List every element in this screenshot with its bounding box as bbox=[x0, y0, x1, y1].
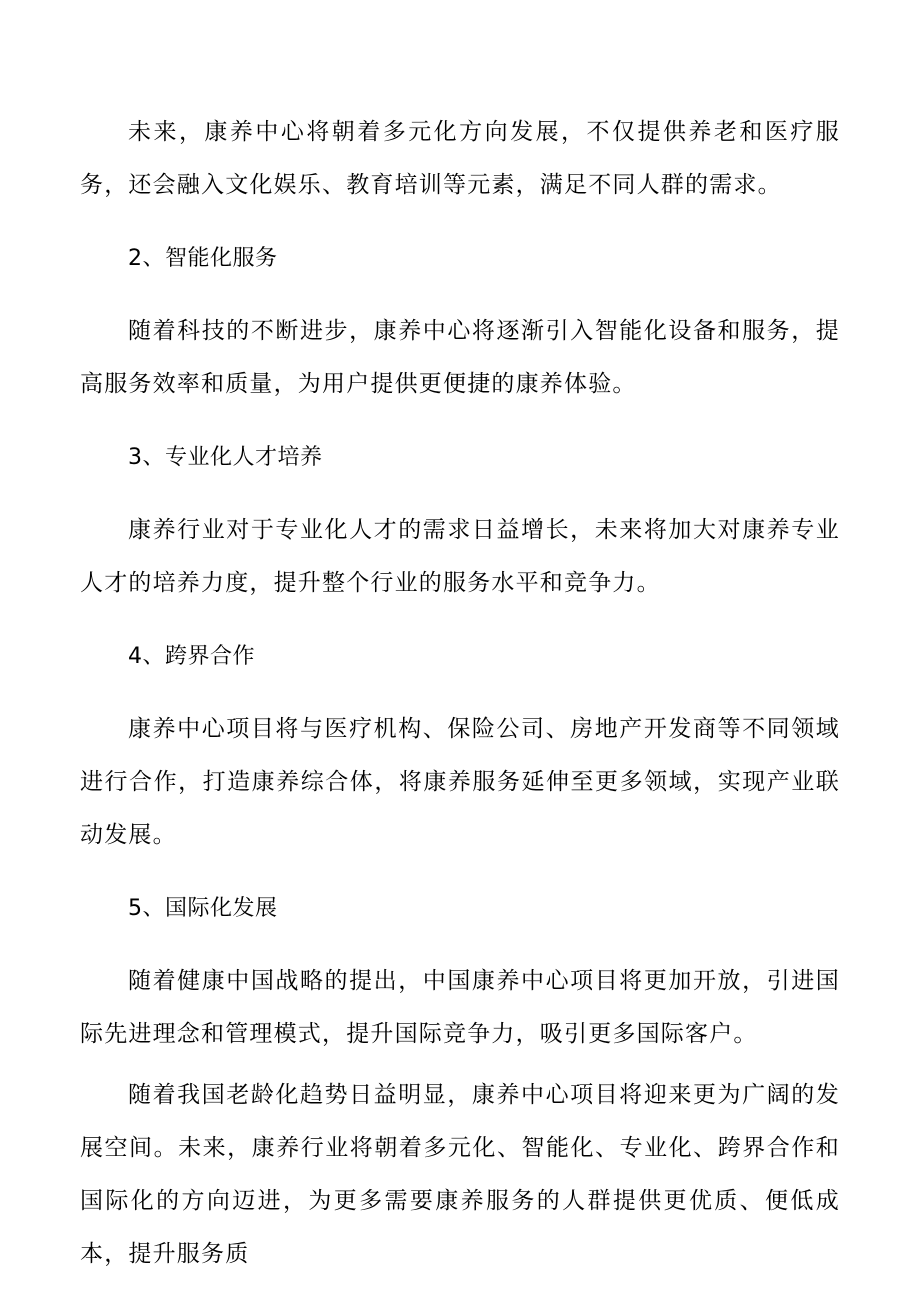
paragraph-intelligent-service: 随着科技的不断进步，康养中心将逐渐引入智能化设备和服务，提高服务效率和质量，为用户提供更便捷的康养体验。 bbox=[80, 318, 840, 397]
heading-internationalization: 5、国际化发展 bbox=[128, 896, 278, 921]
paragraph-diversification: 未来，康养中心将朝着多元化方向发展，不仅提供养老和医疗服务，还会融入文化娱乐、教育培训等元素，满足不同人群的需求。 bbox=[80, 119, 840, 198]
heading-professional-talent: 3、专业化人才培养 bbox=[128, 445, 323, 470]
paragraph-cross-industry: 康养中心项目将与医疗机构、保险公司、房地产开发商等不同领域进行合作，打造康养综合体，将康养服务延伸至更多领域，实现产业联动发展。 bbox=[80, 716, 840, 848]
paragraph-internationalization: 随着健康中国战略的提出，中国康养中心项目将更加开放，引进国际先进理念和管理模式，提升国际竞争力，吸引更多国际客户。 bbox=[80, 968, 840, 1047]
paragraph-professional-talent: 康养行业对于专业化人才的需求日益增长，未来将加大对康养专业人才的培养力度，提升整个行业的服务水平和竞争力。 bbox=[80, 517, 840, 596]
paragraph-summary: 随着我国老龄化趋势日益明显，康养中心项目将迎来更为广阔的发展空间。未来，康养行业将朝着多元化、智能化、专业化、跨界合作和国际化的方向迈进，为更多需要康养服务的人群提供更优质、便低成本，提升服务质 bbox=[80, 1082, 840, 1267]
heading-intelligent-service: 2、智能化服务 bbox=[128, 246, 278, 271]
heading-cross-industry: 4、跨界合作 bbox=[128, 644, 255, 669]
